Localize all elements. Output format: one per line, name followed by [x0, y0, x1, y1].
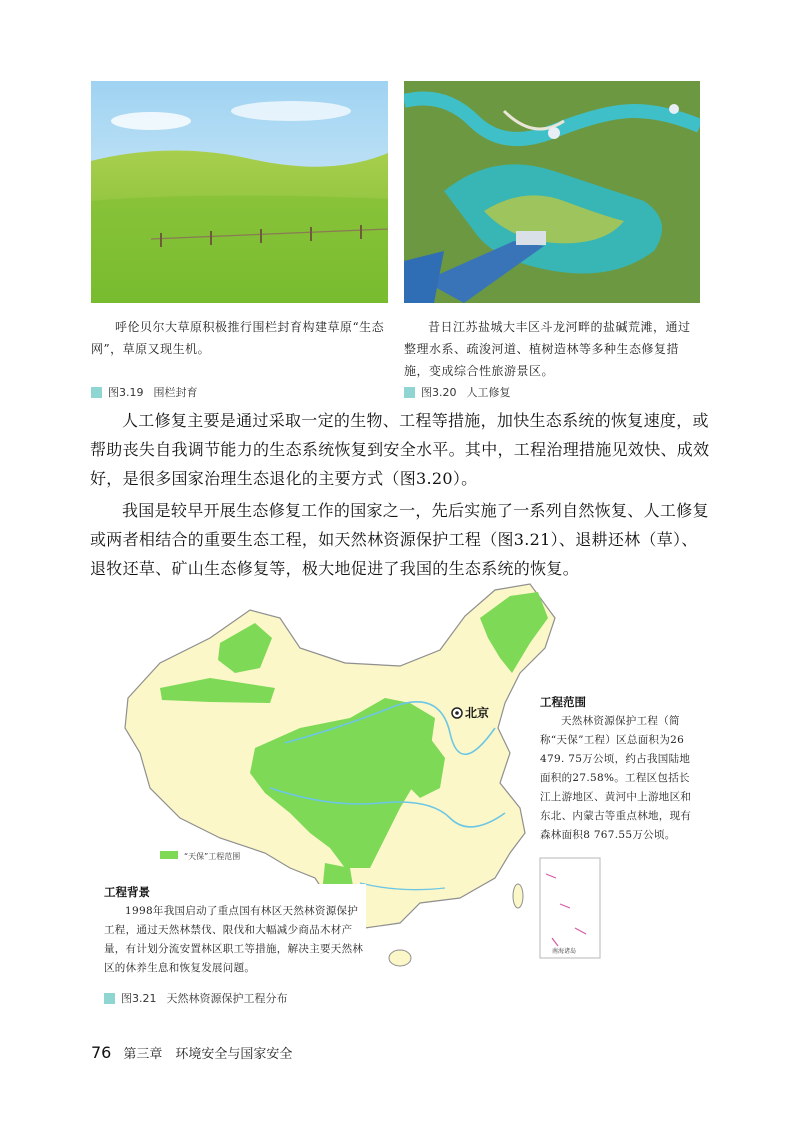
body-text — [90, 406, 710, 583]
inset-label: 南海诸岛 — [552, 948, 577, 955]
scope-box — [540, 694, 700, 845]
fig-marker — [104, 993, 115, 1004]
capital-label: 北京 — [465, 706, 490, 720]
fig320-title: 人工修复 — [466, 386, 511, 399]
background-box — [104, 884, 366, 978]
fig-marker — [91, 387, 102, 398]
fig319-label — [91, 384, 198, 400]
fig321-label — [104, 990, 288, 1006]
fig319-title: 围栏封育 — [153, 386, 198, 399]
hainan-island — [389, 950, 411, 966]
fig321-title: 天然林资源保护工程分布 — [166, 992, 288, 1005]
wetland-aerial-photo — [404, 81, 700, 303]
grassland-photo — [91, 81, 388, 303]
background-text: 1998年我国启动了重点国有林区天然林资源保护工程，通过天然林禁伐、限伐和大幅减少商品木材产量，有计划分流安置林区职工等措施，解决主要天然林区的休养生息和恢复发展问题。 — [104, 905, 364, 974]
legend-label: “天保”工程范围 — [184, 852, 241, 861]
taiwan-island — [513, 884, 523, 908]
chapter-title: 第三章 环境安全与国家安全 — [123, 1047, 293, 1062]
paragraph-1: 人工修复主要是通过采取一定的生物、工程等措施，加快生态系统的恢复速度，或帮助丧失自我调节能力的生态系统恢复到安全水平。其中，工程治理措施见效快、成效好，是很多国家治理生态退化的主要方式（图3.20）。 — [90, 411, 710, 488]
paragraph-2: 我国是较早开展生态修复工作的国家之一，先后实施了一系列自然恢复、人工修复或两者相结合的重要生态工程，如天然林资源保护工程（图3.21）、退耕还林（草）、退牧还草、矿山生态修复等，极大地促进了我国的生态系统的恢复。 — [90, 501, 709, 578]
background-title: 工程背景 — [104, 885, 150, 899]
legend-swatch — [160, 851, 178, 859]
fig319-number: 图3.19 — [108, 386, 144, 399]
fig321-number: 图3.21 — [121, 992, 157, 1005]
page-number: 76 — [91, 1043, 112, 1062]
fig320-label — [404, 384, 511, 400]
fig320-caption: 昔日江苏盐城大丰区斗龙河畔的盐碱荒滩，通过整理水系、疏浚河道、植树造林等多种生态修复措施，变成综合性旅游景区。 — [404, 320, 691, 378]
scope-title: 工程范围 — [540, 695, 586, 709]
fig-marker — [404, 387, 415, 398]
fig319-caption: 呼伦贝尔大草原积极推行围栏封育构建草原“生态网”，草原又现生机。 — [91, 320, 385, 356]
scope-text: 天然林资源保护工程（简称“天保”工程）区总面积为26 479. 75万公顷，约占我国陆地面积的27.58%。工程区包括长江上游地区、黄河中上游地区和东北、内蒙古等重点林地，现有森林面积8 767.55万公顷。 — [540, 715, 692, 841]
page-footer — [91, 1043, 292, 1062]
fig320-number: 图3.20 — [421, 386, 457, 399]
